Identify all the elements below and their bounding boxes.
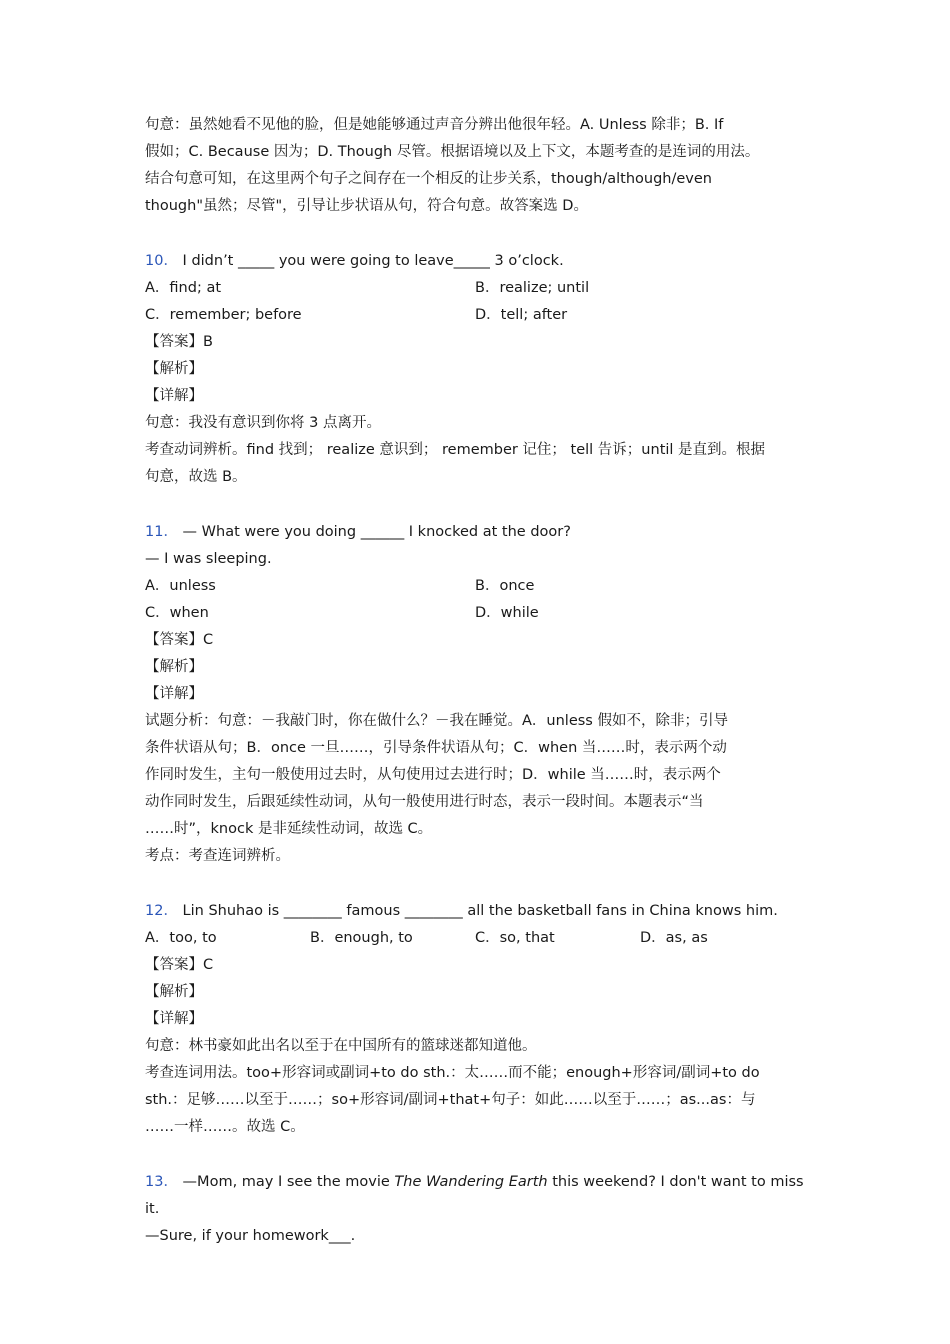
option-b: B．once xyxy=(475,578,535,594)
option-c: C．remember; before xyxy=(145,307,302,323)
answer: 【答案】C xyxy=(145,632,214,648)
text-line: 作同时发生，主句一般使用过去时，从句使用过去进行时；D．while 当……时，表示两个 xyxy=(145,767,721,783)
option-c: C．so, that xyxy=(475,930,555,946)
analysis-heading: 【解析】 xyxy=(145,361,203,377)
movie-title: The Wandering Earth xyxy=(394,1174,548,1190)
question-number: 11． xyxy=(145,524,178,540)
text-line: 考查连词用法。too+形容词或副词+to do sth.：太……而不能；enough+形容词/副词+to do xyxy=(145,1065,760,1081)
document-page xyxy=(145,112,810,1250)
question-13 xyxy=(145,1169,810,1250)
question-12 xyxy=(145,898,810,1141)
option-a: A．find; at xyxy=(145,280,222,296)
detail-heading: 【详解】 xyxy=(145,388,203,404)
answer: 【答案】C xyxy=(145,957,214,973)
text-line: 句意：虽然她看不见他的脸，但是她能够通过声音分辨出他很年轻。A. Unless 除非；B. If xyxy=(145,117,724,133)
detail-heading: 【详解】 xyxy=(145,1011,203,1027)
text-line: 动作同时发生，后跟延续性动词，从句一般使用进行时态，表示一段时间。本题表示“当 xyxy=(145,794,704,810)
option-a: A．unless xyxy=(145,578,216,594)
question-stem: 13． —Mom, may I see the movie The Wandering Earth this weekend? I don't want to miss it. xyxy=(145,1174,804,1217)
text-line: 考点：考查连词辨析。 xyxy=(145,848,290,864)
option-d: D．while xyxy=(475,605,539,621)
previous-explanation xyxy=(145,112,810,220)
question-number: 13． xyxy=(145,1174,178,1190)
question-number: 10． xyxy=(145,253,178,269)
analysis-heading: 【解析】 xyxy=(145,984,203,1000)
detail-heading: 【详解】 xyxy=(145,686,203,702)
text-line: ……一样……。故选 C。 xyxy=(145,1119,305,1135)
question-stem-line-2: —Sure, if your homework___. xyxy=(145,1228,356,1244)
text-line: though"虽然；尽管"，引导让步状语从句，符合句意。故答案选 D。 xyxy=(145,198,588,214)
text-line: 考查动词辨析。find 找到； realize 意识到； remember 记住； tell 告诉；until 是直到。根据 xyxy=(145,442,766,458)
option-b: B．enough, to xyxy=(310,930,413,946)
text-line: 句意，故选 B。 xyxy=(145,469,247,485)
question-number: 12． xyxy=(145,903,178,919)
question-stem: 12． Lin Shuhao is ________ famous ________ all the basketball fans in China knows him. xyxy=(145,903,778,919)
text-line: 试题分析：句意：－我敲门时，你在做什么？－我在睡觉。A．unless 假如不，除非；引导 xyxy=(145,713,728,729)
option-b: B．realize; until xyxy=(475,280,590,296)
question-10 xyxy=(145,248,810,491)
text-line: 句意：林书豪如此出名以至于在中国所有的篮球迷都知道他。 xyxy=(145,1038,537,1054)
answer: 【答案】B xyxy=(145,334,213,350)
text-line: 结合句意可知，在这里两个句子之间存在一个相反的让步关系，though/although/even xyxy=(145,171,712,187)
options xyxy=(145,573,810,627)
options xyxy=(145,925,810,952)
question-stem: 10． I didn’t _____ you were going to leave_____ 3 o’clock. xyxy=(145,253,564,269)
text-line: ……时”，knock 是非延续性动词，故选 C。 xyxy=(145,821,433,837)
option-d: D．as, as xyxy=(640,930,708,946)
option-c: C．when xyxy=(145,605,209,621)
analysis-heading: 【解析】 xyxy=(145,659,203,675)
option-d: D．tell; after xyxy=(475,307,568,323)
text-line: 句意：我没有意识到你将 3 点离开。 xyxy=(145,415,381,431)
text-line: 条件状语从句；B．once 一旦……，引导条件状语从句；C．when 当……时，表示两个动 xyxy=(145,740,727,756)
question-11 xyxy=(145,519,810,870)
question-stem: 11． — What were you doing ______ I knocked at the door? xyxy=(145,524,571,540)
question-stem-line-2: — I was sleeping. xyxy=(145,551,272,567)
options xyxy=(145,275,810,329)
text-line: sth.：足够……以至于……；so+形容词/副词+that+句子：如此……以至于……；as...as：与 xyxy=(145,1092,756,1108)
text-line: 假如；C. Because 因为；D. Though 尽管。根据语境以及上下文，本题考查的是连词的用法。 xyxy=(145,144,760,160)
option-a: A．too, to xyxy=(145,930,217,946)
